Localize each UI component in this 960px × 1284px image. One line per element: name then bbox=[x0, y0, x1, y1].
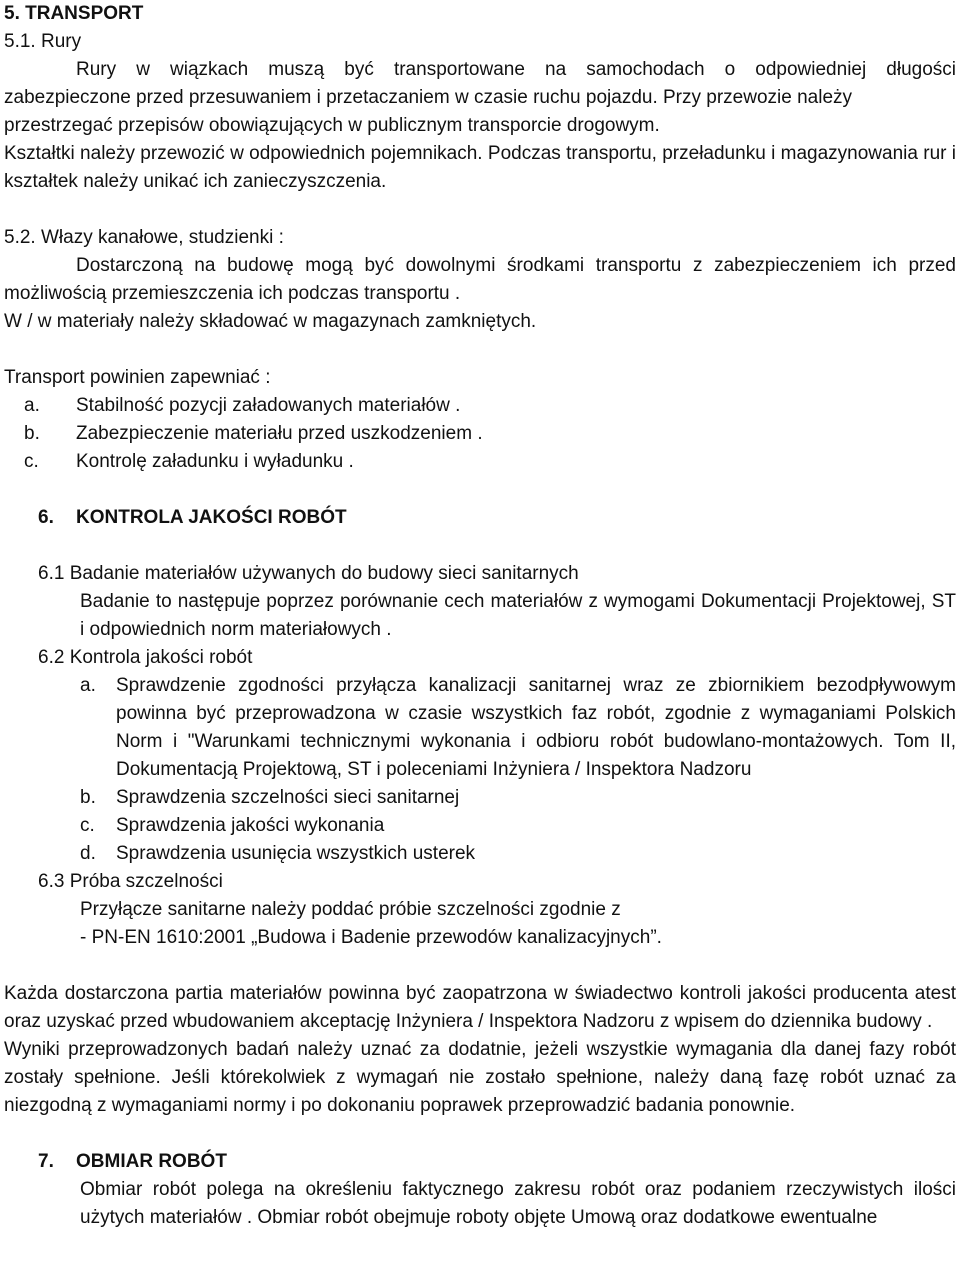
section-7-text: Obmiar robót polega na określeniu faktycznego zakresu robót oraz podaniem rzeczywistych ilości użytych materiałów . Obmiar robót obejmuje roboty objęte Umową oraz dodatkowe ewentualne bbox=[80, 1179, 956, 1228]
section-5-1-para-2: Kształtki należy przewozić w odpowiednich pojemnikach. Podczas transportu, przeładunku i magazynowania rur i kształtek należy unikać ich zanieczyszczenia. bbox=[4, 143, 956, 192]
section-6-2-title: 6.2 Kontrola jakości robót bbox=[38, 647, 253, 668]
list-text: Kontrolę załadunku i wyładunku . bbox=[76, 451, 354, 472]
section-7-title: OBMIAR ROBÓT bbox=[76, 1151, 227, 1172]
section-6-number: 6. bbox=[38, 507, 54, 528]
section-6-title: KONTROLA JAKOŚCI ROBÓT bbox=[76, 507, 347, 528]
list-item bbox=[4, 812, 956, 840]
list-marker: a. bbox=[24, 395, 40, 416]
section-6-3-title: 6.3 Próba szczelności bbox=[38, 871, 223, 892]
results-paragraph: Wyniki przeprowadzonych badań należy uznać za dodatnie, jeżeli wszystkie wymagania dla danej fazy robót zostały spełnione. Jeśli którekolwiek z wymagań nie zostało spełnione, należy daną fazę robót uznać za niezgodną z wymaganiami normy i po dokonaniu poprawek przeprowadzić badania ponownie. bbox=[4, 1039, 956, 1116]
section-6-heading bbox=[4, 504, 956, 532]
list-marker: b. bbox=[80, 787, 96, 808]
list-item bbox=[4, 840, 956, 868]
list-item bbox=[4, 392, 956, 420]
transport-intro: Transport powinien zapewniać : bbox=[4, 367, 271, 388]
list-marker: a. bbox=[80, 675, 96, 696]
list-text: Sprawdzenia szczelności sieci sanitarnej bbox=[116, 787, 460, 808]
list-marker: b. bbox=[24, 423, 40, 444]
quality-control-list bbox=[4, 672, 956, 868]
list-item bbox=[4, 672, 956, 784]
list-item bbox=[4, 784, 956, 812]
section-7-heading bbox=[4, 1148, 956, 1176]
list-item bbox=[4, 420, 956, 448]
list-item bbox=[4, 448, 956, 476]
certificate-paragraph: Każda dostarczona partia materiałów powinna być zaopatrzona w świadectwo kontroli jakości producenta atest oraz uzyskać przed wbudowaniem akceptację Inżyniera / Inspektora Nadzoru z wpisem do dziennika budowy . bbox=[4, 983, 956, 1032]
transport-list bbox=[4, 392, 956, 476]
list-text: Stabilność pozycji załadowanych materiałów . bbox=[76, 395, 461, 416]
list-marker: d. bbox=[80, 843, 96, 864]
section-5-heading: 5. TRANSPORT bbox=[4, 3, 144, 24]
section-6-3-line-2: - PN-EN 1610:2001 „Budowa i Badenie przewodów kanalizacyjnych”. bbox=[80, 927, 662, 948]
section-5-1-title: 5.1. Rury bbox=[4, 31, 82, 52]
list-text: Sprawdzenia usunięcia wszystkich usterek bbox=[116, 843, 476, 864]
section-7-number: 7. bbox=[38, 1151, 54, 1172]
section-6-1-text: Badanie to następuje poprzez porównanie cech materiałów z wymogami Dokumentacji Projektowej, ST i odpowiednich norm materiałowych . bbox=[80, 591, 956, 640]
section-5-2-para-1-rest: możliwością przemieszczenia ich podczas transportu . bbox=[4, 283, 461, 304]
list-marker: c. bbox=[80, 815, 95, 836]
section-6-3-line-1: Przyłącze sanitarne należy poddać próbie szczelności zgodnie z bbox=[80, 899, 621, 920]
section-5-2-para-1-first: Dostarczoną na budowę mogą być dowolnymi środkami transportu z zabezpieczeniem ich przed bbox=[76, 255, 956, 276]
section-6-1-title: 6.1 Badanie materiałów używanych do budowy sieci sanitarnych bbox=[38, 563, 579, 584]
list-text: Sprawdzenia jakości wykonania bbox=[116, 815, 385, 836]
section-5-1-para-1-rest: zabezpieczone przed przesuwaniem i przetaczaniem w czasie ruchu pojazdu. Przy przewozie należy przestrzegać przepisów obowiązujących w publicznym transporcie drogowym. bbox=[4, 87, 853, 136]
section-5-2-title: 5.2. Włazy kanałowe, studzienki : bbox=[4, 227, 284, 248]
list-text: Zabezpieczenie materiału przed uszkodzeniem . bbox=[76, 423, 483, 444]
section-5-2-para-2: W / w materiały należy składować w magazynach zamkniętych. bbox=[4, 311, 537, 332]
list-marker: c. bbox=[24, 451, 39, 472]
section-5-1-para-1-first: Rury w wiązkach muszą być transportowane na samochodach o odpowiedniej długości bbox=[76, 59, 956, 80]
list-text: Sprawdzenie zgodności przyłącza kanalizacji sanitarnej wraz ze zbiornikiem bezodpływowym powinna być przeprowadzona w czasie wszystkich faz robót, zgodnie z wymaganiami Polskich Norm i "Warunkami technicznymi wykonania i odbioru robót budowlano-montażowych. Tom II, Dokumentacją Projektową, ST i poleceniami Inżyniera / Inspektora Nadzoru bbox=[116, 675, 956, 780]
